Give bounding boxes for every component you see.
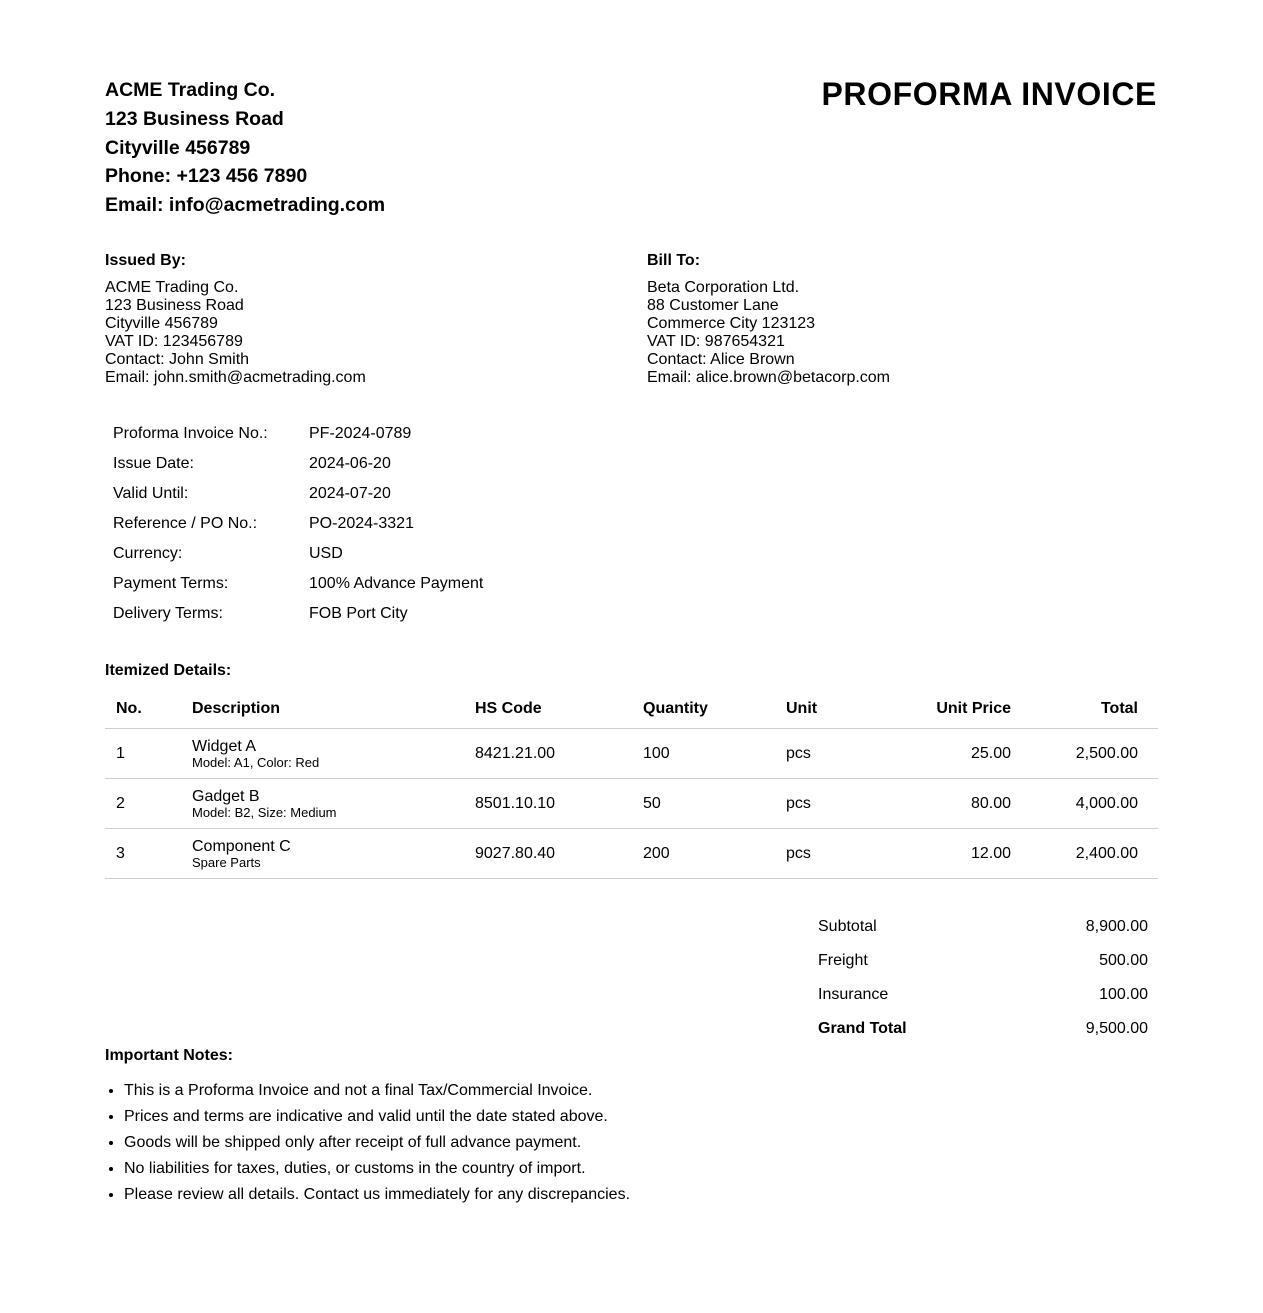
item-unit-price: 25.00 [970, 744, 1011, 762]
notes-list [105, 1078, 630, 1208]
meta-value: 2024-07-20 [309, 485, 391, 502]
totals-row-insurance [818, 978, 1148, 1012]
list-item: • Goods will be shipped only after receipt of full advance payment. [124, 1130, 630, 1156]
item-detail: Model: A1, Color: Red [192, 754, 320, 770]
column-header-quantity: Quantity [643, 700, 708, 717]
item-unit: pcs [786, 744, 811, 762]
column-header-description: Description [192, 700, 281, 717]
meta-value: 100% Advance Payment [309, 575, 484, 592]
item-quantity: 200 [643, 844, 670, 862]
company-address-line-1: 123 Business Road [105, 107, 284, 130]
company-email: Email: info@acmetrading.com [105, 194, 386, 217]
meta-row [113, 539, 483, 569]
item-description [192, 838, 475, 870]
totals-value: 500.00 [1099, 952, 1148, 969]
meta-label: Proforma Invoice No.: [113, 425, 268, 442]
totals-label: Subtotal [818, 918, 877, 935]
item-hs-code: 9027.80.40 [475, 844, 556, 862]
items-table-header [105, 690, 1158, 729]
item-total: 2,400.00 [1075, 844, 1138, 862]
column-header-unit: Unit [786, 700, 818, 717]
meta-label: Issue Date: [113, 455, 194, 472]
grand-total-label: Grand Total [818, 1020, 907, 1037]
totals-row-grand-total [818, 1012, 1148, 1046]
item-detail: Spare Parts [192, 854, 261, 870]
item-unit: pcs [786, 844, 811, 862]
item-unit-price: 12.00 [970, 844, 1011, 862]
item-total: 4,000.00 [1075, 794, 1138, 812]
bill-to-heading: Bill To: [647, 252, 701, 269]
column-header-hs-code: HS Code [475, 700, 542, 717]
meta-label: Delivery Terms: [113, 605, 223, 622]
list-item: • Prices and terms are indicative and valid until the date stated above. [124, 1104, 630, 1130]
issued-by-line: Contact: John Smith [105, 351, 250, 368]
item-name: Gadget B [192, 787, 260, 805]
totals-row-freight [818, 944, 1148, 978]
bill-to-line: Email: alice.brown@betacorp.com [647, 369, 891, 386]
issued-by-line: Email: john.smith@acmetrading.com [105, 369, 366, 386]
issued-by-heading: Issued By: [105, 252, 186, 269]
item-name: Component C [192, 837, 291, 855]
document-title: PROFORMA INVOICE [821, 76, 1157, 112]
item-quantity: 50 [643, 794, 661, 812]
table-row [105, 829, 1158, 879]
column-header-no: No. [116, 700, 142, 717]
item-hs-code: 8501.10.10 [475, 794, 556, 812]
meta-value: USD [309, 545, 343, 562]
list-item: • No liabilities for taxes, duties, or customs in the country of import. [124, 1156, 630, 1182]
meta-row [113, 479, 483, 509]
bill-to-line: Contact: Alice Brown [647, 351, 795, 368]
column-header-unit-price: Unit Price [936, 700, 1011, 717]
item-unit-price: 80.00 [970, 794, 1011, 812]
issued-by-block [105, 252, 366, 387]
meta-label: Reference / PO No.: [113, 515, 258, 532]
important-notes-heading: Important Notes: [105, 1047, 233, 1064]
table-row [105, 779, 1158, 829]
totals-label: Insurance [818, 986, 889, 1003]
meta-row [113, 599, 483, 629]
issued-by-line: ACME Trading Co. [105, 279, 239, 296]
item-no: 2 [116, 794, 125, 812]
meta-value: PO-2024-3321 [309, 515, 414, 532]
company-name: ACME Trading Co. [105, 79, 276, 101]
item-no: 1 [116, 744, 125, 762]
meta-row [113, 569, 483, 599]
totals-value: 100.00 [1099, 986, 1148, 1003]
item-total: 2,500.00 [1075, 744, 1138, 762]
item-name: Widget A [192, 737, 257, 755]
totals-row-subtotal [818, 910, 1148, 944]
meta-value: PF-2024-0789 [309, 425, 412, 442]
itemized-details-heading: Itemized Details: [105, 662, 232, 679]
meta-value: 2024-06-20 [309, 455, 391, 472]
meta-row [113, 449, 483, 479]
meta-label: Currency: [113, 545, 183, 562]
list-item: • Please review all details. Contact us immediately for any discrepancies. [124, 1182, 630, 1208]
item-description [192, 738, 475, 770]
meta-value: FOB Port City [309, 605, 408, 622]
column-header-total: Total [1100, 700, 1138, 717]
company-address-line-2: Cityville 456789 [105, 136, 251, 159]
issued-by-line: Cityville 456789 [105, 315, 218, 332]
bill-to-line: Commerce City 123123 [647, 315, 816, 332]
invoice-meta-table [113, 419, 483, 629]
meta-row [113, 509, 483, 539]
totals-value: 8,900.00 [1085, 918, 1148, 935]
totals-summary [818, 910, 1148, 1046]
meta-row [113, 419, 483, 449]
bill-to-block [647, 252, 890, 387]
company-header [105, 76, 385, 220]
item-no: 3 [116, 844, 125, 862]
bill-to-line: VAT ID: 987654321 [647, 333, 785, 350]
company-phone: Phone: +123 456 7890 [105, 165, 308, 188]
totals-label: Freight [818, 952, 868, 969]
item-quantity: 100 [643, 744, 670, 762]
grand-total-value: 9,500.00 [1085, 1020, 1148, 1037]
item-unit: pcs [786, 794, 811, 812]
issued-by-line: VAT ID: 123456789 [105, 333, 243, 350]
bill-to-line: Beta Corporation Ltd. [647, 279, 800, 296]
meta-label: Payment Terms: [113, 575, 229, 592]
meta-label: Valid Until: [113, 485, 189, 502]
list-item: • This is a Proforma Invoice and not a final Tax/Commercial Invoice. [124, 1078, 630, 1104]
item-description [192, 788, 475, 820]
bill-to-line: 88 Customer Lane [647, 297, 779, 314]
item-hs-code: 8421.21.00 [475, 744, 556, 762]
item-detail: Model: B2, Size: Medium [192, 804, 337, 820]
issued-by-line: 123 Business Road [105, 297, 244, 314]
table-row [105, 729, 1158, 779]
items-table [105, 690, 1158, 879]
